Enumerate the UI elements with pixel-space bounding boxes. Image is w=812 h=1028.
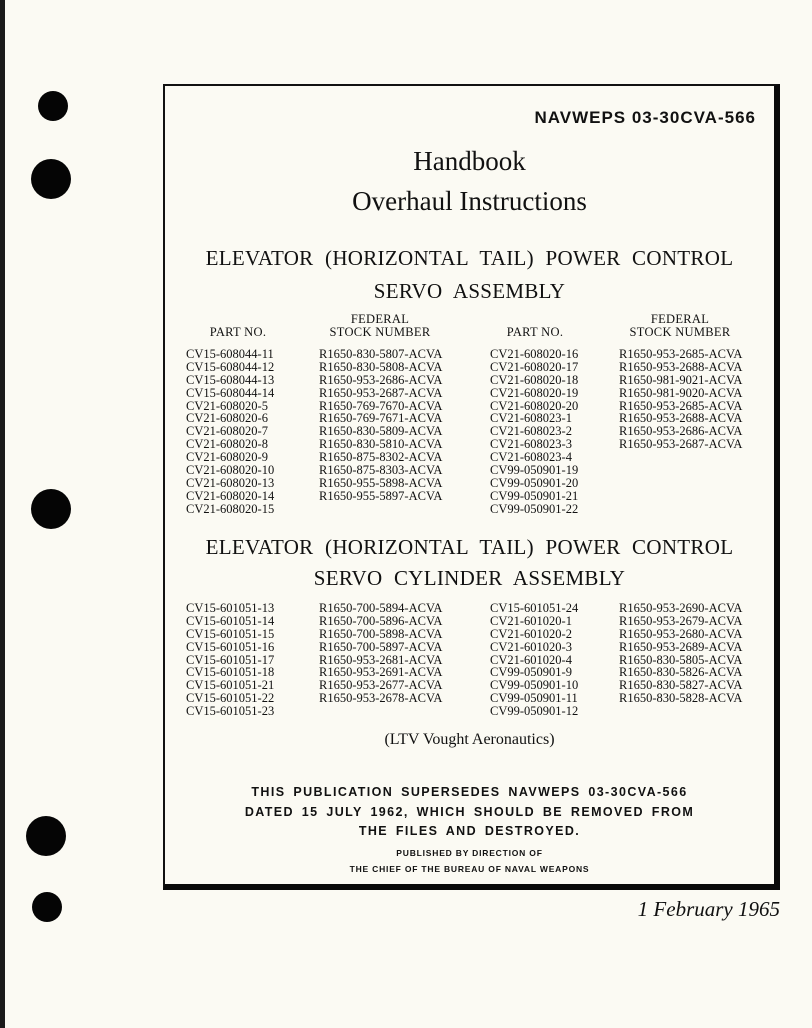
list-item: CV21-601020-1 xyxy=(490,613,572,628)
list-item: R1650-953-2677-ACVA xyxy=(319,678,443,693)
list-item: CV15-601051-13 xyxy=(186,601,275,615)
list-item: CV15-608044-12 xyxy=(186,359,275,374)
list-item: CV15-601051-14 xyxy=(186,613,275,628)
binder-hole xyxy=(38,91,68,121)
list-item: CV21-608020-14 xyxy=(186,488,275,503)
fsn-list xyxy=(619,348,742,451)
header-fsn-left xyxy=(315,313,445,339)
list-item: CV21-608023-1 xyxy=(490,411,572,426)
list-item: CV99-050901-21 xyxy=(490,488,579,503)
list-item: CV15-601051-23 xyxy=(186,704,275,719)
list-item: R1650-953-2686-ACVA xyxy=(619,424,743,439)
list-item: CV21-608020-9 xyxy=(186,450,268,465)
list-item: R1650-830-5808-ACVA xyxy=(319,359,443,374)
list-item: R1650-830-5827-ACVA xyxy=(619,678,743,693)
binder-hole xyxy=(32,892,62,922)
binder-hole xyxy=(31,489,71,529)
list-item: CV21-608020-19 xyxy=(490,385,579,400)
header-fsn-line2: STOCK NUMBER xyxy=(329,325,431,339)
publication-date: 1 February 1965 xyxy=(637,897,780,921)
list-item: R1650-769-7671-ACVA xyxy=(319,411,443,426)
list-item: CV15-601051-24 xyxy=(490,601,579,615)
list-item: R1650-953-2679-ACVA xyxy=(619,613,743,628)
list-item: R1650-953-2680-ACVA xyxy=(619,626,743,641)
list-item: CV21-601020-3 xyxy=(490,639,572,654)
list-item: CV99-050901-11 xyxy=(490,691,578,706)
part-list xyxy=(186,602,274,718)
document-number: NAVWEPS 03-30CVA-566 xyxy=(534,108,756,127)
list-item: R1650-700-5898-ACVA xyxy=(319,626,443,641)
section-2-subtitle: SERVO CYLINDER ASSEMBLY xyxy=(313,566,626,590)
list-item: R1650-830-5807-ACVA xyxy=(319,347,443,361)
section-2-title: ELEVATOR (HORIZONTAL TAIL) POWER CONTROL xyxy=(205,535,734,559)
page-edge-shadow xyxy=(0,0,5,1028)
header-fsn-right xyxy=(615,313,745,339)
list-item: CV15-601051-17 xyxy=(186,652,275,667)
cover-frame xyxy=(163,84,780,890)
list-item: R1650-953-2689-ACVA xyxy=(619,639,743,654)
list-item: R1650-830-5810-ACVA xyxy=(319,437,443,452)
list-item: R1650-830-5805-ACVA xyxy=(619,652,743,667)
list-item: CV21-608020-10 xyxy=(186,463,275,478)
list-item: R1650-953-2685-ACVA xyxy=(619,347,743,361)
list-item: CV99-050901-9 xyxy=(490,665,572,680)
published-by xyxy=(165,846,774,877)
section-1-title: ELEVATOR (HORIZONTAL TAIL) POWER CONTROL xyxy=(205,246,734,270)
list-item: R1650-700-5897-ACVA xyxy=(319,639,443,654)
list-item: CV99-050901-19 xyxy=(490,463,579,478)
header-fsn-line2: STOCK NUMBER xyxy=(629,325,731,339)
header-fsn-line1: FEDERAL xyxy=(650,312,710,326)
header-part-no-right: PART NO. xyxy=(506,325,564,339)
supersedes-notice xyxy=(165,783,774,842)
list-item: R1650-769-7670-ACVA xyxy=(319,398,443,413)
list-item: CV21-608020-15 xyxy=(186,501,275,516)
list-item: CV15-601051-16 xyxy=(186,639,275,654)
list-item: R1650-700-5896-ACVA xyxy=(319,613,443,628)
list-item: R1650-830-5828-ACVA xyxy=(619,691,743,706)
list-item: CV99-050901-12 xyxy=(490,704,579,719)
list-item: CV99-050901-10 xyxy=(490,678,579,693)
published-by-line: THE CHIEF OF THE BUREAU OF NAVAL WEAPONS xyxy=(349,863,590,874)
list-item: CV21-608023-2 xyxy=(490,424,572,439)
supersedes-line: THIS PUBLICATION SUPERSEDES NAVWEPS 03-30CVA-566 xyxy=(251,785,688,799)
list-item: R1650-953-2688-ACVA xyxy=(619,411,743,426)
list-item: R1650-955-5898-ACVA xyxy=(319,475,443,490)
published-by-line: PUBLISHED BY DIRECTION OF xyxy=(396,848,543,858)
part-list xyxy=(186,348,274,516)
list-item: CV21-608020-16 xyxy=(490,347,579,361)
fsn-list xyxy=(319,602,442,705)
list-item: CV99-050901-20 xyxy=(490,475,579,490)
list-item: CV21-608020-18 xyxy=(490,372,579,387)
list-item: CV15-608044-13 xyxy=(186,372,275,387)
title-handbook: Handbook xyxy=(413,146,526,176)
list-item: R1650-830-5809-ACVA xyxy=(319,424,443,439)
list-item: R1650-953-2687-ACVA xyxy=(619,437,743,452)
list-item: CV15-601051-15 xyxy=(186,626,275,641)
list-item: CV21-601020-2 xyxy=(490,626,572,641)
list-item: CV21-608020-20 xyxy=(490,398,579,413)
manufacturer: (LTV Vought Aeronautics) xyxy=(384,731,555,748)
header-fsn-line1: FEDERAL xyxy=(350,312,410,326)
part-list xyxy=(490,602,578,718)
list-item: CV15-601051-22 xyxy=(186,691,275,706)
list-item: R1650-953-2681-ACVA xyxy=(319,652,443,667)
list-item: R1650-955-5897-ACVA xyxy=(319,488,443,503)
list-item: CV21-601020-4 xyxy=(490,652,572,667)
binder-hole xyxy=(26,816,66,856)
list-item: R1650-953-2691-ACVA xyxy=(319,665,443,680)
list-item: CV15-608044-11 xyxy=(186,347,274,361)
list-item: R1650-953-2678-ACVA xyxy=(319,691,443,706)
list-item: R1650-875-8303-ACVA xyxy=(319,463,443,478)
list-item: CV21-608020-5 xyxy=(186,398,268,413)
supersedes-line: DATED 15 JULY 1962, WHICH SHOULD BE REMOVED FROM xyxy=(244,804,695,819)
list-item: R1650-700-5894-ACVA xyxy=(319,601,443,615)
header-part-no-left: PART NO. xyxy=(209,325,267,339)
list-item: R1650-981-9020-ACVA xyxy=(619,385,743,400)
list-item: CV21-608020-17 xyxy=(490,359,579,374)
list-item: R1650-953-2685-ACVA xyxy=(619,398,743,413)
list-item: CV21-608023-4 xyxy=(490,450,572,465)
list-item: CV21-608020-8 xyxy=(186,437,268,452)
list-item: R1650-953-2690-ACVA xyxy=(619,601,743,615)
list-item: CV15-601051-18 xyxy=(186,665,275,680)
part-list xyxy=(490,348,578,516)
list-item: CV15-608044-14 xyxy=(186,385,275,400)
supersedes-line: THE FILES AND DESTROYED. xyxy=(358,824,581,838)
list-item: CV15-601051-21 xyxy=(186,678,275,693)
fsn-list xyxy=(619,602,742,705)
binder-hole xyxy=(31,159,71,199)
list-item: R1650-953-2686-ACVA xyxy=(319,372,443,387)
list-item: CV21-608020-6 xyxy=(186,411,268,426)
list-item: CV99-050901-22 xyxy=(490,501,579,516)
list-item: CV21-608020-7 xyxy=(186,424,268,439)
list-item: CV21-608023-3 xyxy=(490,437,572,452)
list-item: R1650-953-2688-ACVA xyxy=(619,359,743,374)
list-item: R1650-830-5826-ACVA xyxy=(619,665,743,680)
section-1-subtitle: SERVO ASSEMBLY xyxy=(373,279,566,303)
list-item: CV21-608020-13 xyxy=(186,475,275,490)
fsn-list xyxy=(319,348,442,503)
title-overhaul-instructions: Overhaul Instructions xyxy=(352,186,587,216)
list-item: R1650-953-2687-ACVA xyxy=(319,385,443,400)
list-item: R1650-981-9021-ACVA xyxy=(619,372,743,387)
list-item: R1650-875-8302-ACVA xyxy=(319,450,443,465)
